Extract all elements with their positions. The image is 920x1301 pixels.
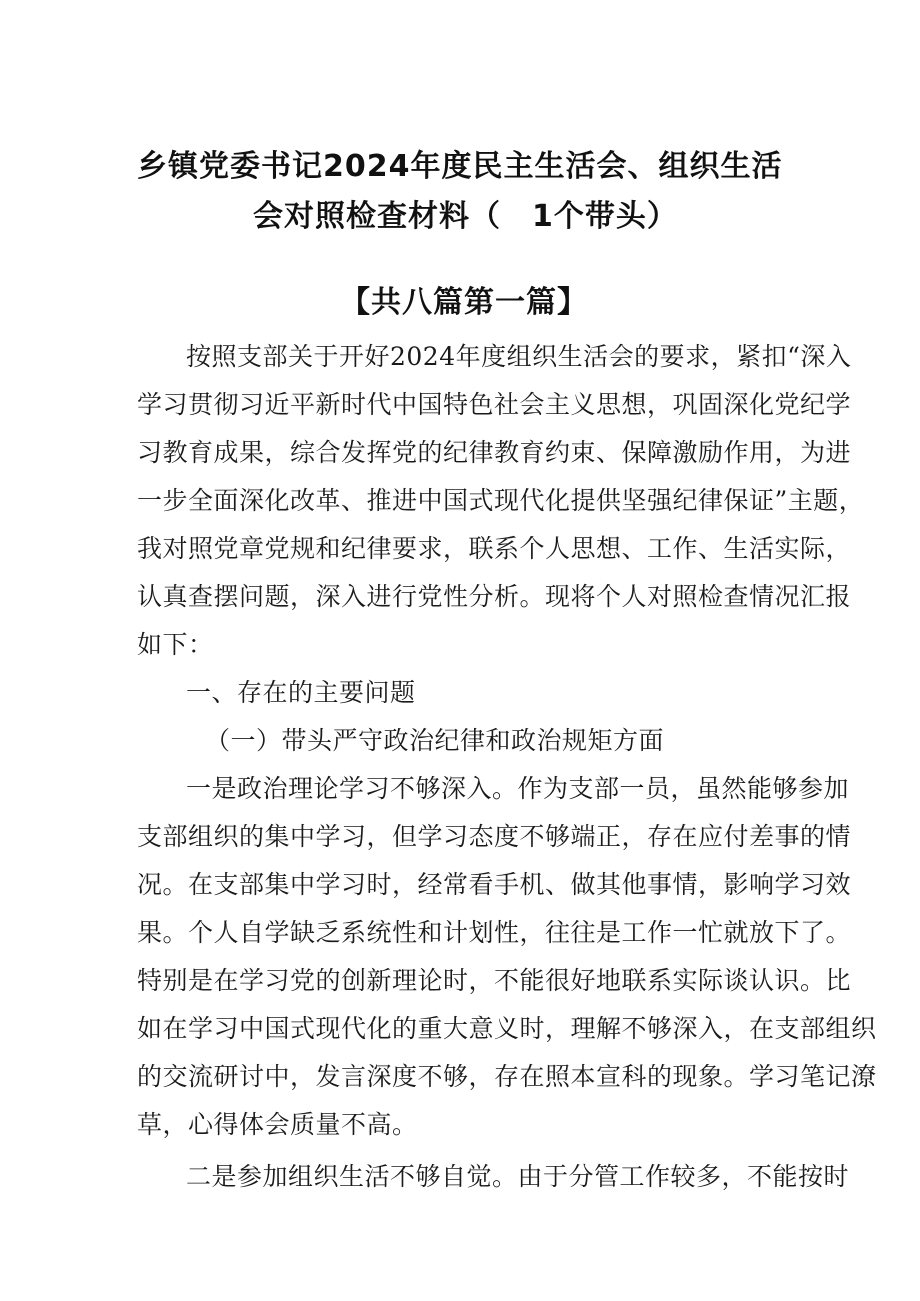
paragraph-2-line: 支部组织的集中学习，但学习态度不够端正，存在应付差事的情 <box>137 822 852 851</box>
paragraph-1-line: 一步全面深化改革、推进中国式现代化提供坚强纪律保证”主题， <box>137 486 865 515</box>
paragraph-3-line: 二是参加组织生活不够自觉。由于分管工作较多，不能按时 <box>186 1162 850 1191</box>
subsection-heading: （一）带头严守政治纪律和政治规矩方面 <box>205 726 665 755</box>
paragraph-2-line: 如在学习中国式现代化的重大意义时，理解不够深入，在支部组织 <box>137 1014 877 1043</box>
paragraph-2-line: 草，心得体会质量不高。 <box>137 1110 418 1139</box>
paragraph-2-line: 果。个人自学缺乏系统性和计划性，往往是工作一忙就放下了。 <box>137 918 852 947</box>
paragraph-1-line: 如下： <box>137 630 214 659</box>
paragraph-2-line: 况。在支部集中学习时，经常看手机、做其他事情，影响学习效 <box>137 870 852 899</box>
paragraph-1-line: 学习贯彻习近平新时代中国特色社会主义思想，巩固深化党纪学 <box>137 390 852 419</box>
paragraph-1-line: 我对照党章党规和纪律要求，联系个人思想、工作、生活实际， <box>137 534 852 563</box>
paragraph-2-line: 特别是在学习党的创新理论时，不能很好地联系实际谈认识。比 <box>137 966 852 995</box>
paragraph-1-line: 按照支部关于开好2024年度组织生活会的要求，紧扣“深入 <box>186 342 852 371</box>
paragraph-1-line: 习教育成果，综合发挥党的纪律教育约束、保障激励作用，为进 <box>137 438 852 467</box>
document-title-line-2: 会对照检查材料（ 1个带头） <box>253 199 678 234</box>
paragraph-1-line: 认真查摆问题，深入进行党性分析。现将个人对照检查情况汇报 <box>137 582 852 611</box>
document-title-line-1: 乡镇党委书记2024年度民主生活会、组织生活 <box>137 149 783 184</box>
section-heading: 一、存在的主要问题 <box>186 678 416 707</box>
document-subtitle: 【共八篇第一篇】 <box>340 285 588 320</box>
paragraph-2-line: 一是政治理论学习不够深入。作为支部一员，虽然能够参加 <box>186 774 850 803</box>
paragraph-2-line: 的交流研讨中，发言深度不够，存在照本宣科的现象。学习笔记潦 <box>137 1062 877 1091</box>
